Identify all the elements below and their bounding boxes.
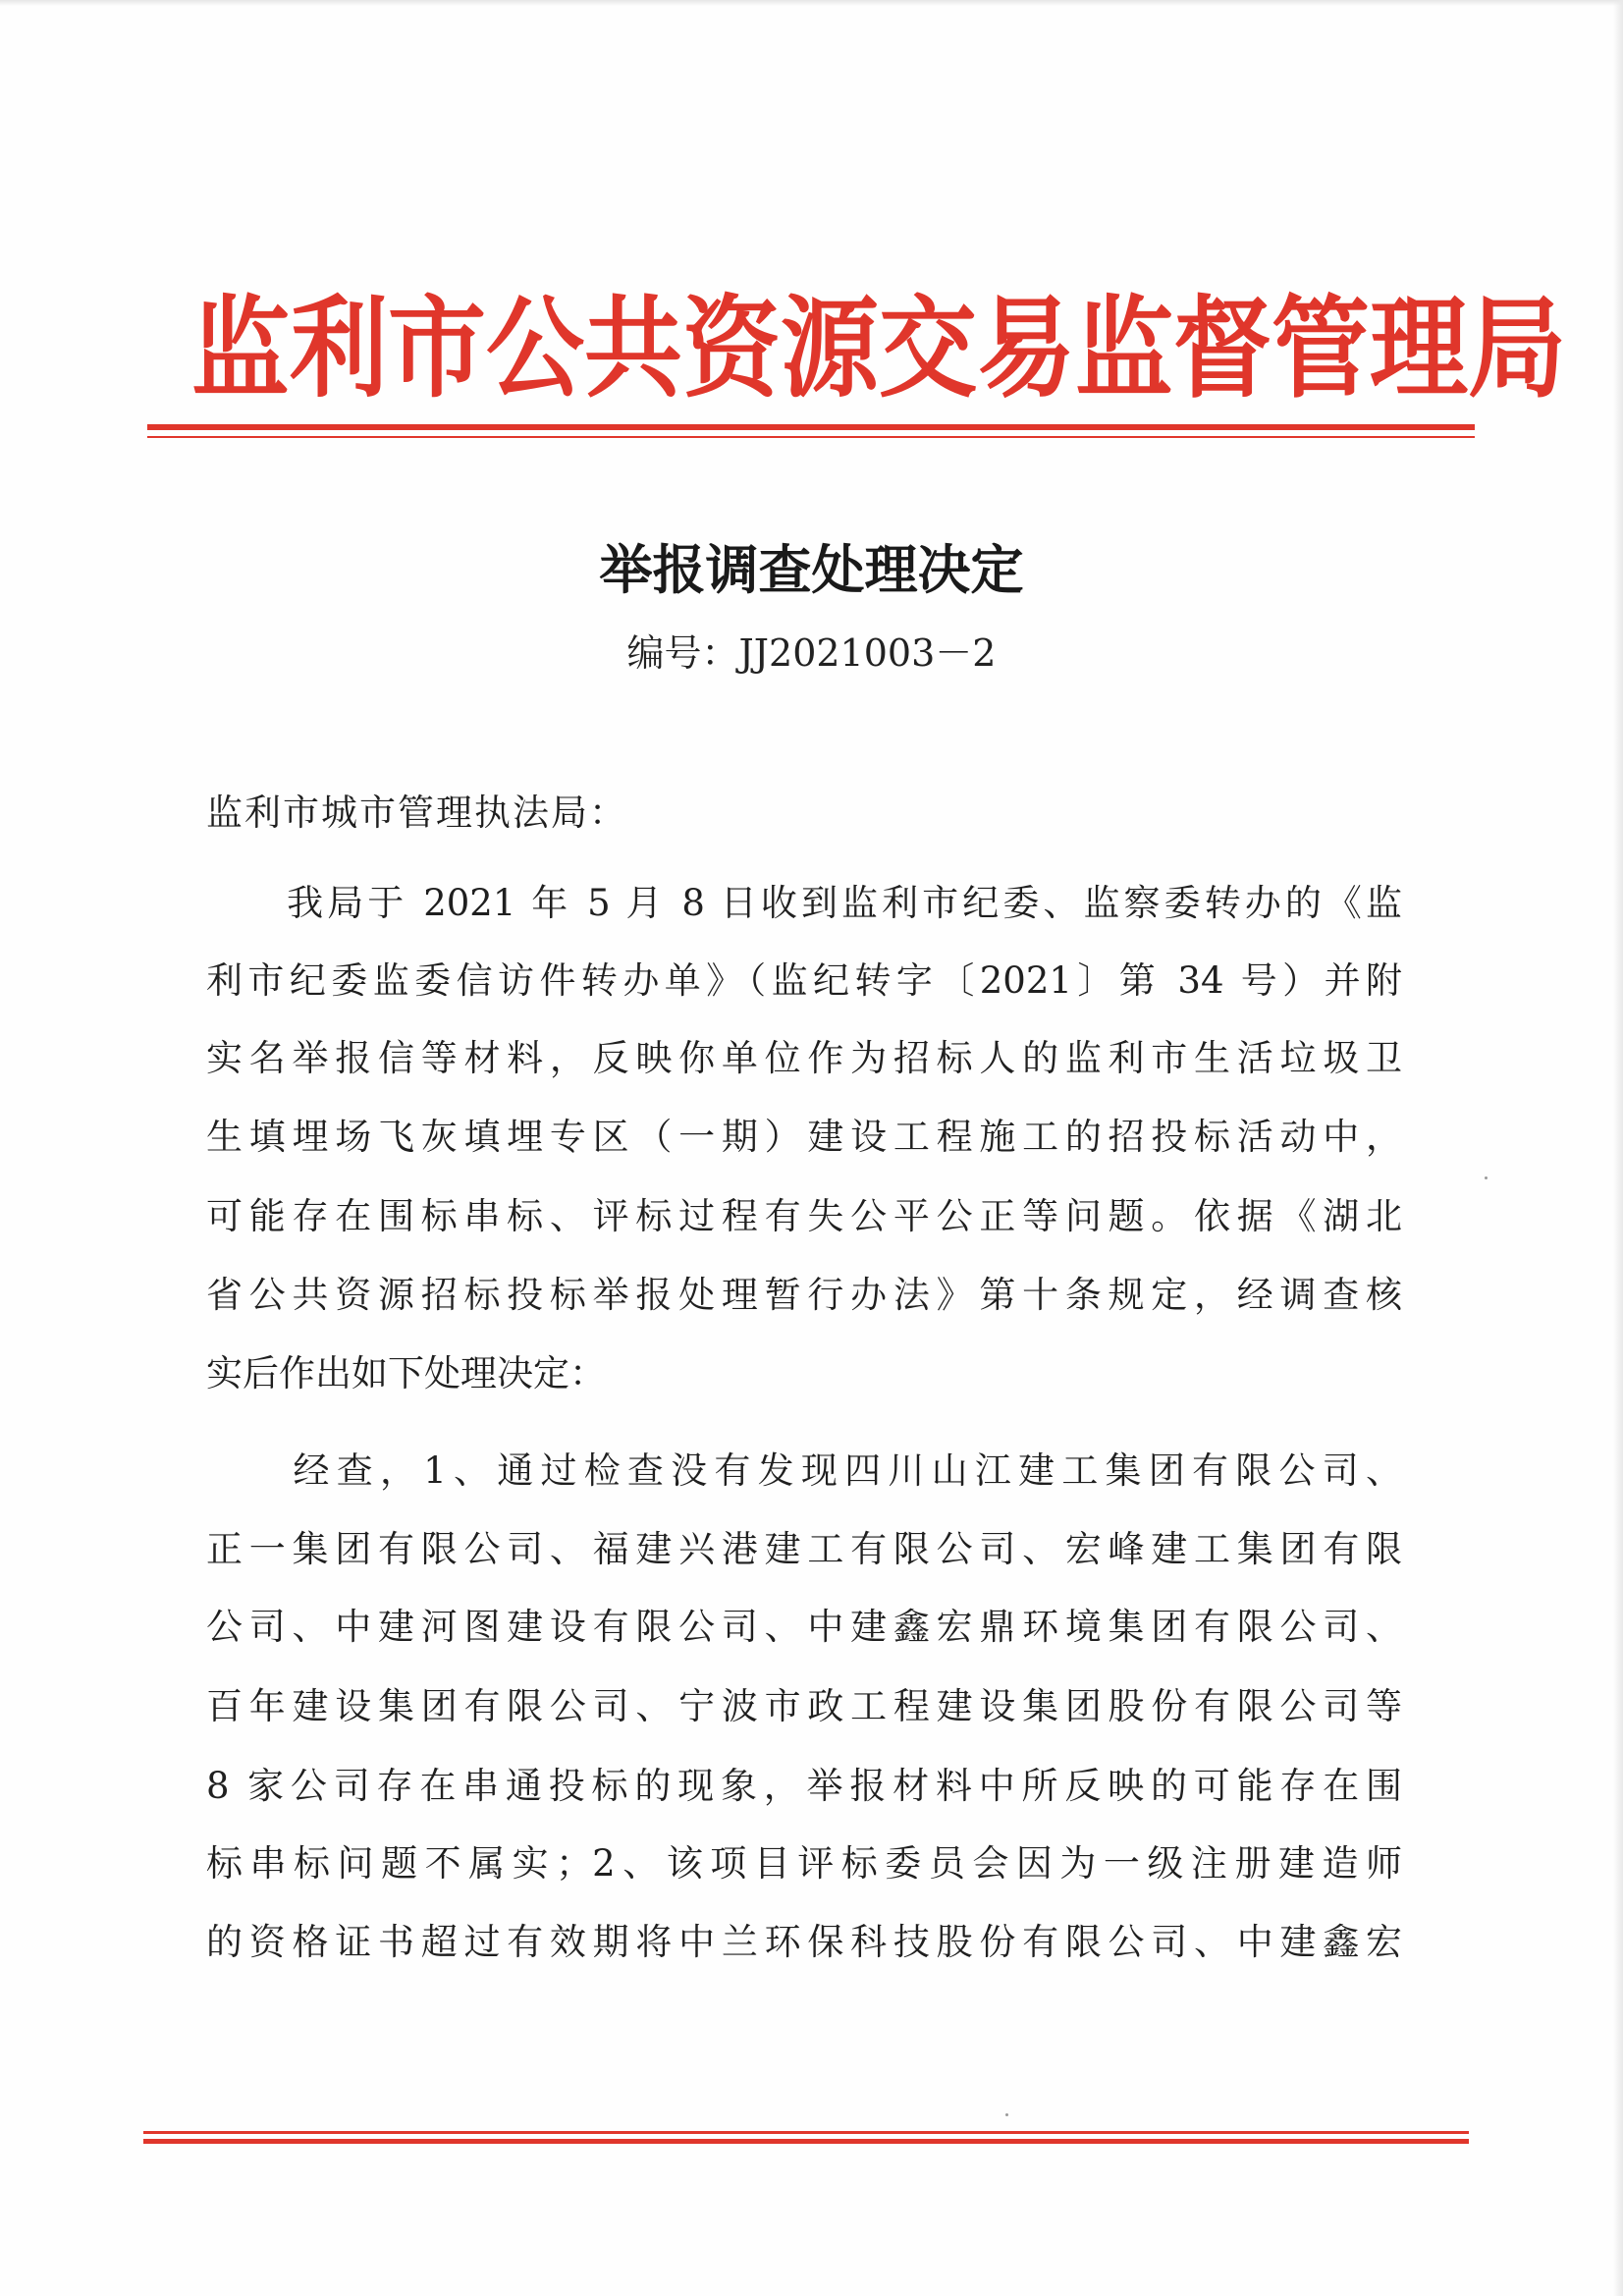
footer-rule-thick	[143, 2139, 1469, 2144]
scan-edge-right	[1613, 0, 1623, 2296]
document-number: 编号：JJ2021003－2	[626, 631, 997, 675]
document-title: 举报调查处理决定	[599, 538, 1024, 601]
paragraph-2-line-4: 百年建设集团有限公司、宁波市政工程建设集团股份有限公司等	[206, 1685, 1402, 1727]
paragraph-2-line-5: 8 家公司存在串通投标的现象，举报材料中所反映的可能存在围	[206, 1765, 1402, 1807]
paragraph-2-line-6: 标串标问题不属实；2、该项目评标委员会因为一级注册建造师	[206, 1842, 1402, 1885]
paragraph-2-line-2: 正一集团有限公司、福建兴港建工有限公司、宏峰建工集团有限	[206, 1528, 1402, 1570]
paragraph-1-line-1: 我局于 2021 年 5 月 8 日收到监利市纪委、监察委转办的《监	[206, 882, 1402, 924]
paragraph-1-line-6: 省公共资源招标投标举报处理暂行办法》第十条规定，经调查核	[206, 1274, 1402, 1316]
paragraph-1-line-7: 实后作出如下处理决定：	[206, 1352, 606, 1394]
paragraph-1-line-5: 可能存在围标串标、评标过程有失公平公正等问题。依据《湖北	[206, 1195, 1402, 1237]
scan-speck	[1485, 1176, 1488, 1179]
paragraph-2-line-1: 经查，1、通过检查没有发现四川山江建工集团有限公司、	[206, 1449, 1402, 1492]
paragraph-2-line-7: 的资格证书超过有效期将中兰环保科技股份有限公司、中建鑫宏	[206, 1921, 1402, 1963]
addressee: 监利市城市管理执法局：	[206, 792, 627, 834]
scan-speck	[1005, 2113, 1008, 2116]
masthead-rule-thin	[147, 436, 1475, 438]
paragraph-1-line-3: 实名举报信等材料，反映你单位作为招标人的监利市生活垃圾卫	[206, 1037, 1402, 1079]
paragraph-1-line-4: 生填埋场飞灰填埋专区（一期）建设工程施工的招投标活动中，	[206, 1116, 1402, 1158]
footer-rule-thin	[143, 2131, 1469, 2134]
masthead-org-name: 监利市公共资源交易监督管理局	[191, 283, 1566, 413]
paragraph-2-line-3: 公司、中建河图建设有限公司、中建鑫宏鼎环境集团有限公司、	[206, 1606, 1402, 1648]
paragraph-1-line-2: 利市纪委监委信访件转办单》（监纪转字〔2021〕第 34 号）并附	[206, 959, 1402, 1002]
scan-edge-top	[0, 0, 1623, 6]
masthead-rule-thick	[147, 424, 1475, 430]
